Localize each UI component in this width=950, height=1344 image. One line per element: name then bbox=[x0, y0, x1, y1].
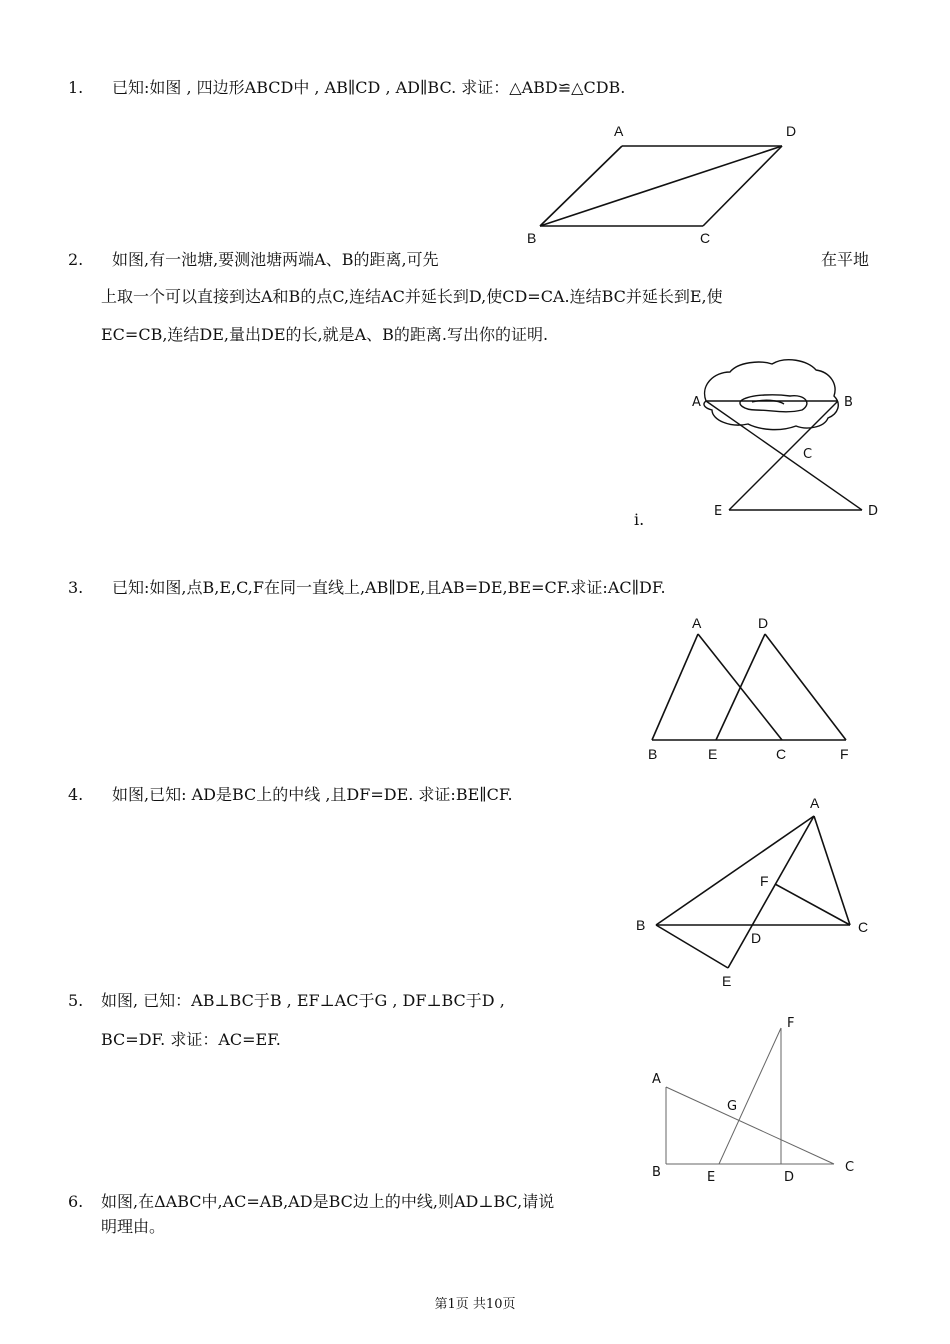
problem-6-text-line-2: 明理由。 bbox=[101, 1217, 166, 1236]
fig5-segment-ef bbox=[719, 1028, 781, 1164]
problem-2-text-line-3: EC=CB,连结DE,量出DE的长,就是A、B的距离.写出你的证明. bbox=[101, 325, 549, 344]
problem-2-text-line-1-end: 在平地 bbox=[821, 250, 870, 269]
fig4-label-b: B bbox=[636, 917, 646, 933]
fig3-label-d: D bbox=[758, 615, 769, 631]
problem-6-number: 6. bbox=[68, 1192, 84, 1211]
problem-5-text-line-2: BC=DF. 求证：AC=EF. bbox=[101, 1030, 281, 1049]
fig1-label-b: B bbox=[527, 230, 537, 246]
page-footer: 第1页 共10页 bbox=[434, 1297, 516, 1312]
fig3-label-f: F bbox=[840, 746, 849, 762]
problem-5-text-line-1: 如图, 已知：AB⊥BC于B , EF⊥AC于G , DF⊥BC于D , bbox=[101, 991, 505, 1010]
fig2-label-b: B bbox=[844, 395, 853, 410]
problem-3-text: 已知:如图,点B,E,C,F在同一直线上,AB∥DE,且AB=DE,BE=CF.求证:AC∥DF. bbox=[112, 578, 666, 597]
problem-1-text: 已知:如图 , 四边形ABCD中 , AB∥CD , AD∥BC. 求证：△ABD≌△CDB. bbox=[112, 78, 626, 97]
problem-3-number: 3. bbox=[68, 578, 84, 597]
problem-2-number: 2. bbox=[68, 250, 84, 269]
fig5-label-e: E bbox=[707, 1170, 716, 1185]
fig2-label-c: C bbox=[803, 447, 813, 462]
fig1-label-a: A bbox=[614, 123, 624, 139]
fig5-segment-ac bbox=[666, 1087, 834, 1164]
fig5-label-d: D bbox=[784, 1170, 795, 1185]
fig4-label-f: F bbox=[760, 873, 769, 889]
fig5-label-b: B bbox=[652, 1165, 661, 1180]
problem-4-number: 4. bbox=[68, 785, 84, 804]
fig4-label-d: D bbox=[751, 930, 762, 946]
fig3-label-b: B bbox=[648, 746, 658, 762]
fig5-label-c: C bbox=[845, 1160, 855, 1175]
fig5-label-a: A bbox=[652, 1072, 661, 1087]
fig4-label-e: E bbox=[722, 973, 732, 989]
fig3-label-c: C bbox=[776, 746, 787, 762]
fig2-label-d: D bbox=[868, 504, 879, 519]
fig2-label-e: E bbox=[714, 504, 723, 519]
fig1-label-c: C bbox=[700, 230, 711, 246]
fig4-label-a: A bbox=[810, 795, 820, 811]
fig3-label-e: E bbox=[708, 746, 718, 762]
problem-1-number: 1. bbox=[68, 78, 84, 97]
fig4-label-c: C bbox=[858, 919, 869, 935]
figure-2-caption: i. bbox=[634, 510, 645, 529]
problem-2-text-line-2: 上取一个可以直接到达A和B的点C,连结AC并延长到D,使CD=CA.连结BC并延长到E,使 bbox=[101, 287, 723, 306]
fig5-label-g: G bbox=[727, 1099, 738, 1114]
problem-6-text-line-1: 如图,在ΔABC中,AC=AB,AD是BC边上的中线,则AD⊥BC,请说 bbox=[101, 1192, 555, 1211]
fig3-label-a: A bbox=[692, 615, 702, 631]
problem-2-text-line-1: 如图,有一池塘,要测池塘两端A、B的距离,可先 bbox=[112, 250, 439, 269]
problem-4-text: 如图,已知: AD是BC上的中线 ,且DF=DE. 求证:BE∥CF. bbox=[112, 785, 513, 804]
problem-5-number: 5. bbox=[68, 991, 84, 1010]
fig5-label-f: F bbox=[787, 1016, 795, 1031]
fig1-label-d: D bbox=[786, 123, 797, 139]
fig2-label-a: A bbox=[692, 395, 701, 410]
